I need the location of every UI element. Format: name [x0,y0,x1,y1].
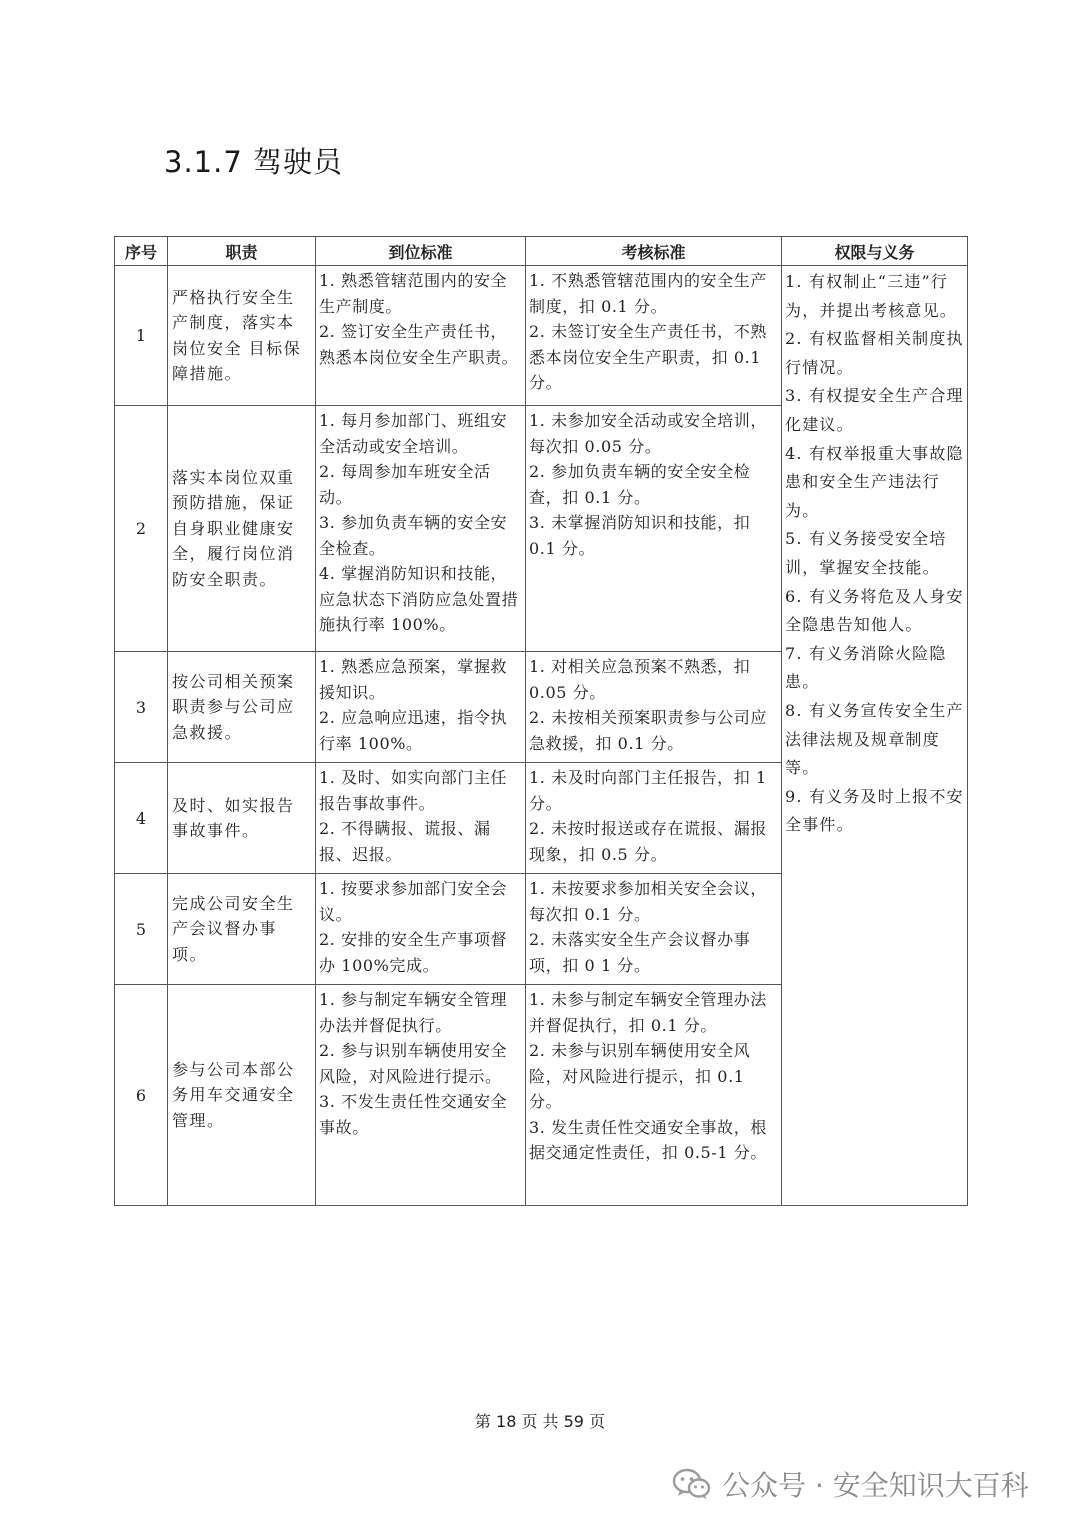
rights-item: 4. 有权举报重大事故隐患和安全生产违法行为。 [785,443,964,520]
rights-item: 5. 有义务接受安全培训，掌握安全技能。 [785,529,947,577]
rights-item: 6. 有义务将危及人身安全隐患告知他人。 [785,586,964,635]
standard-cell [316,406,526,652]
standard-item: 2. 每周参加车班安全活动。 [319,462,491,507]
rights-item: 7. 有义务消除火险隐患。 [785,643,947,692]
duty-text: 完成公司安全生产会议督办事项。 [168,874,316,985]
row-num: 6 [115,985,168,1206]
standard-item: 2. 不得瞒报、谎报、漏报、迟报。 [319,819,491,864]
wechat-icon [672,1467,712,1501]
assessment-cell [526,874,782,985]
duty-text: 按公司相关预案职责参与公司应急救援。 [168,652,316,763]
header-standard: 到位标准 [316,237,526,266]
header-rights: 权限与义务 [782,237,968,266]
rights-item: 2. 有权监督相关制度执行情况。 [785,329,964,377]
row-num: 1 [115,266,168,406]
standard-cell [316,266,526,406]
standard-item: 1. 每月参加部门、班组安全活动或安全培训。 [319,411,508,456]
section-heading: 3.1.7 驾驶员 [164,145,344,179]
row-num: 5 [115,874,168,985]
rights-item: 9. 有义务及时上报不安全事件。 [785,786,964,835]
standard-item: 1. 熟悉应急预案，掌握救援知识。 [319,657,508,702]
header-duty: 职责 [168,237,316,266]
rights-item: 8. 有义务宣传安全生产法律法规及规章制度等。 [785,700,964,778]
table-header-row [115,237,968,266]
rights-item: 3. 有权提安全生产合理化建议。 [785,386,964,434]
standard-cell [316,652,526,763]
standard-item: 3. 不发生责任性交通安全事故。 [319,1092,508,1137]
standard-item: 1. 熟悉管辖范围内的安全生产制度。 [319,271,508,316]
standard-item: 3. 参加负责车辆的安全安全检查。 [319,513,508,558]
assessment-item: 1. 未参加安全活动或安全培训，每次扣 0.05 分。 [529,411,767,456]
standard-item: 2. 签订安全生产责任书，熟悉本岗位安全生产职责。 [319,322,519,367]
duty-text: 严格执行安全生产制度，落实本岗位安全 目标保障措施。 [168,266,316,406]
standard-cell [316,763,526,874]
row-num: 2 [115,406,168,652]
page-number: 第 18 页 共 59 页 [474,1412,606,1431]
assessment-item: 2. 未参与识别车辆使用安全风险，对风险进行提示，扣 0.1 分。 [529,1041,751,1111]
assessment-item: 1. 对相关应急预案不熟悉，扣 0.05 分。 [529,657,751,702]
assessment-cell [526,652,782,763]
standard-item: 4. 掌握消防知识和技能，应急状态下消防应急处置措施执行率 100%。 [319,564,519,634]
standard-cell [316,874,526,985]
assessment-item: 1. 未及时向部门主任报告，扣 1 分。 [529,768,767,813]
table-row [115,266,968,406]
row-num: 4 [115,763,168,874]
duty-text: 参与公司本部公务用车交通安全管理。 [168,985,316,1206]
standard-item: 1. 按要求参加部门安全会议。 [319,879,508,924]
standard-item: 2. 安排的安全生产事项督办 100%完成。 [319,930,508,975]
assessment-item: 3. 未掌握消防知识和技能，扣 0.1 分。 [529,513,751,558]
standard-item: 1. 及时、如实向部门主任报告事故事件。 [319,768,508,813]
assessment-item: 1. 未参与制定车辆安全管理办法并督促执行，扣 0.1 分。 [529,990,767,1035]
standard-cell [316,985,526,1206]
duty-text: 及时、如实报告事故事件。 [168,763,316,874]
header-assessment: 考核标准 [526,237,782,266]
duty-table [114,236,968,1206]
assessment-item: 3. 发生责任性交通安全事故，根据交通定性责任，扣 0.5-1 分。 [529,1117,768,1162]
assessment-item: 2. 未按时报送或存在谎报、漏报现象，扣 0.5 分。 [529,819,767,864]
row-num: 3 [115,652,168,763]
standard-item: 1. 参与制定车辆安全管理办法并督促执行。 [319,990,508,1035]
header-num: 序号 [115,237,168,266]
assessment-item: 2. 未按相关预案职责参与公司应急救援，扣 0.1 分。 [529,708,767,753]
standard-item: 2. 参与识别车辆使用安全风险，对风险进行提示。 [319,1041,508,1086]
assessment-item: 1. 未按要求参加相关安全会议，每次扣 0.1 分。 [529,879,767,924]
rights-cell [782,266,968,1206]
assessment-cell [526,985,782,1206]
assessment-item: 2. 未签订安全生产责任书，不熟悉本岗位安全生产职责，扣 0.1 分。 [529,322,767,392]
watermark [672,1462,1029,1506]
assessment-item: 2. 未落实安全生产会议督办事项，扣 0 1 分。 [529,930,751,975]
assessment-item: 1. 不熟悉管辖范围内的安全生产制度，扣 0.1 分。 [529,271,767,316]
rights-item: 1. 有权制止“三违”行为，并提出考核意见。 [785,272,958,320]
assessment-cell [526,406,782,652]
standard-item: 2. 应急响应迅速，指令执行率 100%。 [319,708,508,753]
assessment-item: 2. 参加负责车辆的安全安全检查，扣 0.1 分。 [529,462,751,507]
watermark-text: 公众号 · 安全知识大百科 [722,1469,1029,1502]
assessment-cell [526,763,782,874]
duty-text: 落实本岗位双重预防措施，保证自身职业健康安全，履行岗位消防安全职责。 [168,406,316,652]
assessment-cell [526,266,782,406]
